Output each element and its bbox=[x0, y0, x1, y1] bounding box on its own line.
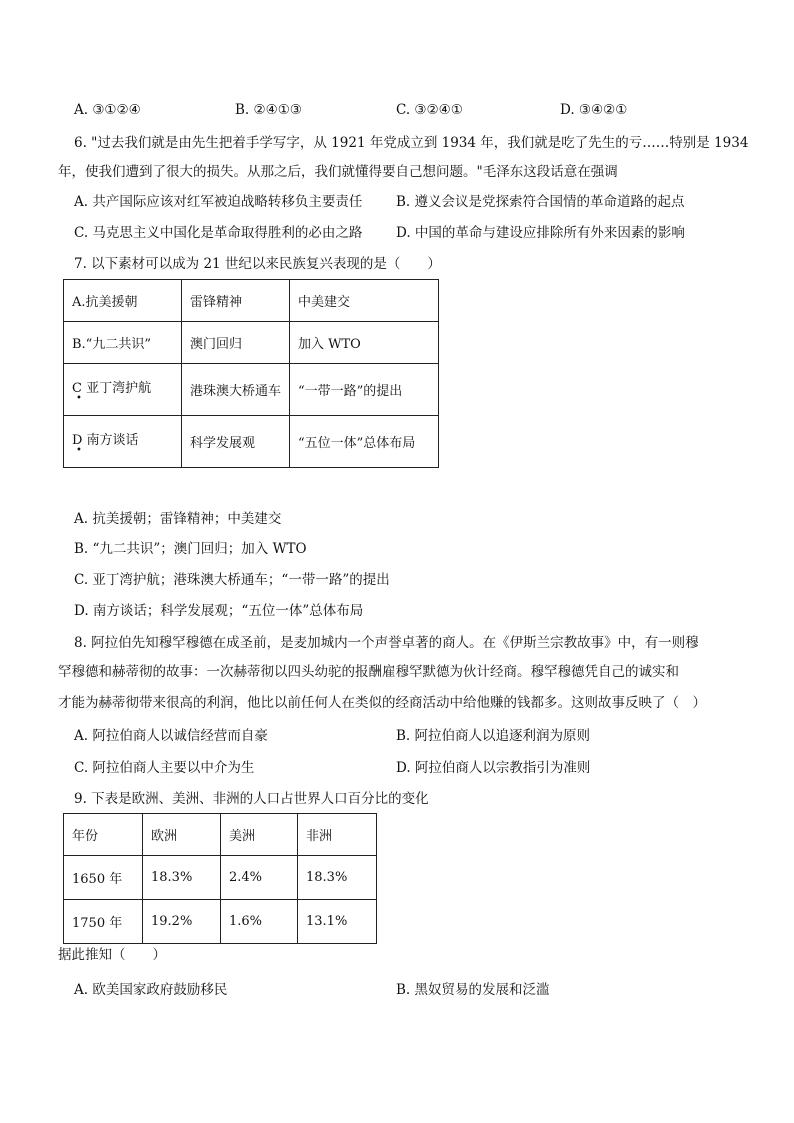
q8-stem-line2: 罕穆德和赫蒂彻的故事：一次赫蒂彻以四头幼驼的报酬雇穆罕默德为伙计经商。穆罕穆德凭自己的诚实和 bbox=[58, 664, 679, 680]
q8-option-d[interactable]: D. 阿拉伯商人以宗教指引为准则 bbox=[396, 760, 591, 776]
q7-cell bbox=[64, 416, 182, 468]
q7-option-a[interactable]: A. 抗美援朝；雷锋精神；中美建交 bbox=[74, 511, 282, 527]
q7-cell: 港珠澳大桥通车 bbox=[182, 364, 290, 416]
q5-option-c[interactable]: C. ③②④① bbox=[396, 102, 463, 118]
q9-table-row bbox=[64, 814, 377, 856]
q9-cell: 非洲 bbox=[298, 814, 377, 856]
q6-option-b[interactable]: B. 遵义会议是党探索符合国情的革命道路的起点 bbox=[396, 194, 685, 210]
q8-option-b[interactable]: B. 阿拉伯商人以追逐利润为原则 bbox=[396, 728, 591, 744]
emphasis-dot-icon: • bbox=[76, 445, 82, 456]
q7-table bbox=[63, 279, 439, 468]
q9-option-b[interactable]: B. 黑奴贸易的发展和泛滥 bbox=[396, 982, 550, 998]
q7-cell-text: C 亚丁湾护航 bbox=[72, 381, 152, 396]
q6-stem-line1: 6. "过去我们就是由先生把着手学写字，从 1921 年党成立到 1934 年，我们就是吃了先生的亏……特别是 1934 bbox=[74, 135, 749, 151]
q8-option-a[interactable]: A. 阿拉伯商人以诚信经营而自豪 bbox=[74, 728, 268, 744]
q7-cell: 中美建交 bbox=[290, 280, 439, 322]
q9-table-row bbox=[64, 900, 377, 944]
q7-table-row bbox=[64, 364, 439, 416]
q7-cell: B.“九二共识” bbox=[64, 322, 182, 364]
q7-table-row bbox=[64, 416, 439, 468]
q5-option-d[interactable]: D. ③④②① bbox=[560, 102, 628, 118]
q8-stem-line3: 才能为赫蒂彻带来很高的利润，他比以前任何人在类似的经商活动中给他赚的钱都多。这则故事反映了（ ） bbox=[58, 695, 706, 711]
q9-cell: 年份 bbox=[64, 814, 143, 856]
q5-option-b[interactable]: B. ②④①③ bbox=[235, 102, 302, 118]
q9-table-row bbox=[64, 856, 377, 900]
emphasis-dot-icon: • bbox=[76, 393, 82, 404]
q7-cell: “五位一体”总体布局 bbox=[290, 416, 439, 468]
q9-table bbox=[63, 813, 377, 944]
q9-cell: 18.3% bbox=[298, 856, 377, 900]
q9-cell: 1750 年 bbox=[64, 900, 143, 944]
q7-option-c[interactable]: C. 亚丁湾护航；港珠澳大桥通车；“一带一路”的提出 bbox=[74, 572, 390, 588]
q7-cell: A.抗美援朝 bbox=[64, 280, 182, 322]
q7-table-row bbox=[64, 322, 439, 364]
q9-cell: 美洲 bbox=[221, 814, 298, 856]
q6-option-d[interactable]: D. 中国的革命与建设应排除所有外来因素的影响 bbox=[396, 225, 685, 241]
q7-cell: “一带一路”的提出 bbox=[290, 364, 439, 416]
q7-cell: 澳门回归 bbox=[182, 322, 290, 364]
q7-stem: 7. 以下素材可以成为 21 世纪以来民族复兴表现的是（ ） bbox=[74, 256, 441, 272]
q9-cell: 2.4% bbox=[221, 856, 298, 900]
q9-option-a[interactable]: A. 欧美国家政府鼓励移民 bbox=[74, 982, 228, 998]
q9-followup: 据此推知（ ） bbox=[58, 947, 166, 963]
q5-option-a[interactable]: A. ③①②④ bbox=[74, 102, 141, 118]
q9-cell: 18.3% bbox=[143, 856, 221, 900]
q7-table-row bbox=[64, 280, 439, 322]
q7-option-d[interactable]: D. 南方谈话；科学发展观；“五位一体”总体布局 bbox=[74, 603, 364, 619]
q8-stem-line1: 8. 阿拉伯先知穆罕穆德在成圣前，是麦加城内一个声誉卓著的商人。在《伊斯兰宗教故事》中，有一则穆 bbox=[74, 635, 699, 651]
q6-option-a[interactable]: A. 共产国际应该对红军被迫战略转移负主要责任 bbox=[74, 194, 363, 210]
q9-cell: 13.1% bbox=[298, 900, 377, 944]
q9-cell: 1.6% bbox=[221, 900, 298, 944]
q9-cell: 19.2% bbox=[143, 900, 221, 944]
q9-cell: 1650 年 bbox=[64, 856, 143, 900]
q7-cell: 加入 WTO bbox=[290, 322, 439, 364]
q9-cell: 欧洲 bbox=[143, 814, 221, 856]
q8-option-c[interactable]: C. 阿拉伯商人主要以中介为生 bbox=[74, 760, 255, 776]
q9-stem: 9. 下表是欧洲、美洲、非洲的人口占世界人口百分比的变化 bbox=[74, 791, 429, 807]
q7-cell: 雷锋精神 bbox=[182, 280, 290, 322]
q7-cell-text: D 南方谈话 bbox=[72, 433, 139, 448]
q7-option-b[interactable]: B. “九二共识”；澳门回归；加入 WTO bbox=[74, 541, 307, 557]
q7-cell: 科学发展观 bbox=[182, 416, 290, 468]
q6-stem-line2: 年，使我们遭到了很大的损失。从那之后，我们就懂得要自己想问题。"毛泽东这段话意在强调 bbox=[58, 164, 618, 180]
q7-cell bbox=[64, 364, 182, 416]
q6-option-c[interactable]: C. 马克思主义中国化是革命取得胜利的必由之路 bbox=[74, 225, 363, 241]
